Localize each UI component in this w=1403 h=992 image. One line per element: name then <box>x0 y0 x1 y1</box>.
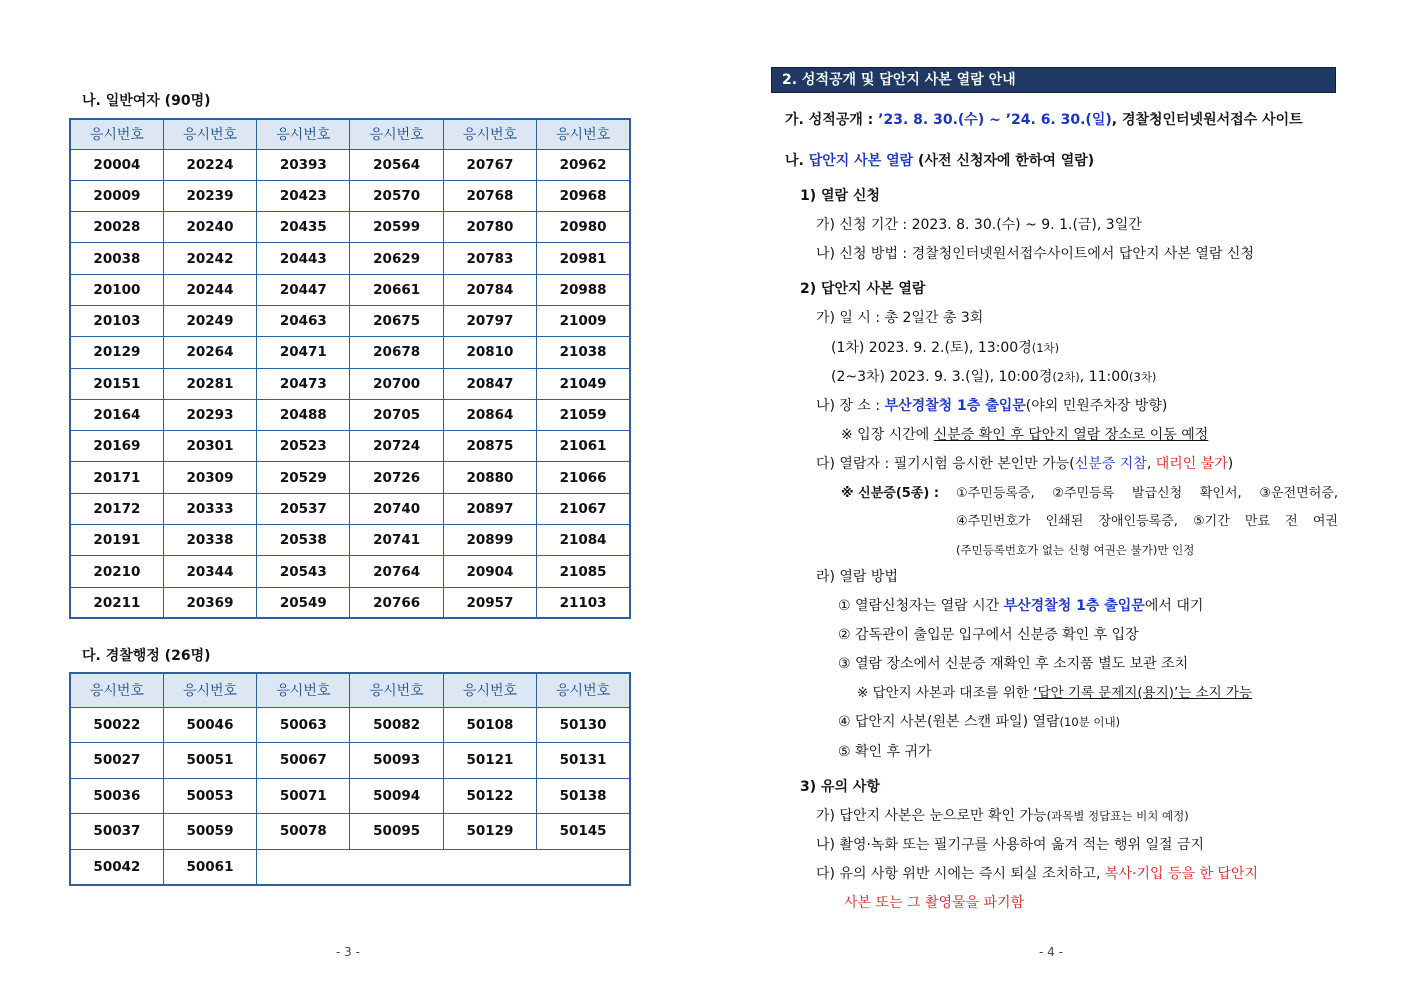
exam-number-cell: 50138 <box>537 778 630 814</box>
exam-number-cell: 20393 <box>257 149 350 180</box>
table-row <box>70 337 630 368</box>
table-row <box>70 212 630 243</box>
exam-number-cell: 50108 <box>443 707 536 743</box>
exam-number-cell: 50037 <box>70 814 163 850</box>
exam-number-cell: 20661 <box>350 274 443 305</box>
table-row <box>70 778 630 814</box>
exam-number-cell: 21085 <box>537 556 630 587</box>
table-row <box>70 814 630 850</box>
id-type-word: ②주민등록 <box>1052 486 1115 501</box>
method-step-3: ③ 열람 장소에서 신분증 재확인 후 소지품 별도 보관 조치 <box>838 656 1189 672</box>
id-type-word: ⑤기간 <box>1193 514 1230 529</box>
id-types-list-1 <box>956 484 1338 504</box>
exam-number-cell: 20488 <box>257 399 350 430</box>
exam-number-cell: 20103 <box>70 305 163 336</box>
exam-number-cell: 20810 <box>443 337 536 368</box>
table-row <box>70 274 630 305</box>
exam-number-cell: 20529 <box>257 462 350 493</box>
exam-number-cell: 20543 <box>257 556 350 587</box>
empty-cell <box>537 849 630 885</box>
answer-sheet-view-line: 나. 답안지 사본 열람 (사전 신청자에 한하여 열람) <box>785 153 1095 169</box>
exam-number-cell: 21103 <box>537 587 630 618</box>
exam-number-cell: 20164 <box>70 399 163 430</box>
exam-number-cell: 50093 <box>350 743 443 779</box>
exam-number-cell: 20309 <box>163 462 256 493</box>
exam-number-cell: 50130 <box>537 707 630 743</box>
column-header: 응시번호 <box>350 673 443 707</box>
column-header: 응시번호 <box>70 119 163 149</box>
section-title-bar: 2. 성적공개 및 답안지 사본 열람 안내 <box>771 67 1336 93</box>
id-types-list-2 <box>956 512 1338 532</box>
table-row <box>70 493 630 524</box>
exam-number-cell: 21061 <box>537 431 630 462</box>
exam-number-cell: 20957 <box>443 587 536 618</box>
round-1-time: (1차) 2023. 9. 2.(토), 13:00경(1차) <box>831 340 1060 356</box>
column-header: 응시번호 <box>537 119 630 149</box>
id-type-word: 만료 <box>1244 514 1271 529</box>
exam-number-cell: 20443 <box>257 243 350 274</box>
id-type-word: 확인서, <box>1199 486 1242 501</box>
exam-number-cell: 20981 <box>537 243 630 274</box>
column-header: 응시번호 <box>163 119 256 149</box>
exam-number-cell: 20210 <box>70 556 163 587</box>
table-row <box>70 587 630 618</box>
exam-number-cell: 20169 <box>70 431 163 462</box>
column-header: 응시번호 <box>163 673 256 707</box>
exam-number-cell: 20244 <box>163 274 256 305</box>
table-row <box>70 399 630 430</box>
column-header: 응시번호 <box>257 673 350 707</box>
exam-number-cell: 20301 <box>163 431 256 462</box>
exam-number-cell: 20784 <box>443 274 536 305</box>
subsection-view-title: 2) 답안지 사본 열람 <box>800 281 926 297</box>
exam-number-cell: 20004 <box>70 149 163 180</box>
exam-number-cell: 20766 <box>350 587 443 618</box>
exam-number-cell: 50131 <box>537 743 630 779</box>
exam-number-cell: 50078 <box>257 814 350 850</box>
subsection-apply-title: 1) 열람 신청 <box>800 188 880 204</box>
id-types-note: (주민등록번호가 없는 신형 여권은 불가)만 인정 <box>956 543 1195 557</box>
column-header: 응시번호 <box>443 119 536 149</box>
id-type-word: 전 <box>1285 514 1298 529</box>
exam-number-cell: 20239 <box>163 180 256 211</box>
exam-number-cell: 20899 <box>443 525 536 556</box>
score-release-line: 가. 성적공개 : ’23. 8. 30.(수) ~ ’24. 6. 30.(일), 경찰청인터넷원서접수 사이트 <box>785 112 1303 128</box>
round-2-3-time: (2~3차) 2023. 9. 3.(일), 10:00경(2차), 11:00(3차) <box>831 369 1157 385</box>
apply-period: 가) 신청 기간 : 2023. 8. 30.(수) ~ 9. 1.(금), 3일간 <box>816 217 1142 233</box>
table-row <box>70 743 630 779</box>
exam-number-cell: 20864 <box>443 399 536 430</box>
exam-number-cell: 20264 <box>163 337 256 368</box>
exam-number-cell: 20538 <box>257 525 350 556</box>
exam-number-cell: 20333 <box>163 493 256 524</box>
exam-number-cell: 20705 <box>350 399 443 430</box>
exam-number-cell: 50094 <box>350 778 443 814</box>
exam-number-cell: 20293 <box>163 399 256 430</box>
exam-number-cell: 21009 <box>537 305 630 336</box>
exam-number-cell: 21067 <box>537 493 630 524</box>
caution-2: 나) 촬영·녹화 또는 필기구를 사용하여 옮겨 적는 행위 일절 금지 <box>816 837 1205 853</box>
id-type-word: ③운전면허증, <box>1259 486 1338 501</box>
exam-number-cell: 20768 <box>443 180 536 211</box>
exam-number-cell: 20129 <box>70 337 163 368</box>
exam-number-cell: 20797 <box>443 305 536 336</box>
table-row <box>70 556 630 587</box>
exam-number-cell: 20281 <box>163 368 256 399</box>
exam-number-cell: 20038 <box>70 243 163 274</box>
caution-3-continued: 사본 또는 그 촬영물을 파기함 <box>844 895 1025 911</box>
exam-number-cell: 20447 <box>257 274 350 305</box>
id-type-word: ①주민등록증, <box>956 486 1035 501</box>
viewer-eligibility: 다) 열람자 : 필기시험 응시한 본인만 가능(신분증 지참, 대리인 불가) <box>816 456 1234 472</box>
exam-number-cell: 50071 <box>257 778 350 814</box>
view-place-highlight: 부산경찰청 1층 출입문 <box>884 398 1026 414</box>
column-header: 응시번호 <box>537 673 630 707</box>
table-row <box>70 305 630 336</box>
exam-number-cell: 20678 <box>350 337 443 368</box>
table-row <box>70 149 630 180</box>
column-header: 응시번호 <box>257 119 350 149</box>
exam-number-cell: 20249 <box>163 305 256 336</box>
exam-number-cell: 50095 <box>350 814 443 850</box>
exam-number-cell: 20549 <box>257 587 350 618</box>
exam-number-cell: 20980 <box>537 212 630 243</box>
exam-number-cell: 20968 <box>537 180 630 211</box>
method-step-1: ① 열람신청자는 열람 시간 부산경찰청 1층 출입문에서 대기 <box>838 598 1204 614</box>
exam-number-cell: 20473 <box>257 368 350 399</box>
view-place: 나) 장 소 : 부산경찰청 1층 출입문(야외 민원주차장 방향) <box>816 398 1168 414</box>
id-type-word: 장애인등록증, <box>1098 514 1178 529</box>
id-type-word: ④주민번호가 <box>956 514 1031 529</box>
exam-number-cell: 20764 <box>350 556 443 587</box>
exam-number-cell: 20523 <box>257 431 350 462</box>
page-number-right: - 4 - <box>1039 945 1063 959</box>
table-row <box>70 707 630 743</box>
exam-number-cell: 50061 <box>163 849 256 885</box>
exam-number-cell: 21049 <box>537 368 630 399</box>
exam-number-cell: 20211 <box>70 587 163 618</box>
id-type-word: 여권 <box>1312 514 1338 529</box>
exam-number-cell: 50022 <box>70 707 163 743</box>
table-row <box>70 849 630 885</box>
exam-number-cell: 21066 <box>537 462 630 493</box>
view-datetime: 가) 일 시 : 총 2일간 총 3회 <box>816 310 984 326</box>
id-types-line-1: ※ 신분증(5종) : <box>841 486 940 501</box>
exam-number-cell: 50067 <box>257 743 350 779</box>
method-step-3-note: ※ 답안지 사본과 대조를 위한 ‘답안 기록 문제지(용지)’는 소지 가능 <box>857 685 1253 701</box>
column-header: 응시번호 <box>443 673 536 707</box>
method-step-5: ⑤ 확인 후 귀가 <box>838 744 932 760</box>
exam-number-cell: 50129 <box>443 814 536 850</box>
exam-number-cell: 20338 <box>163 525 256 556</box>
exam-number-cell: 50059 <box>163 814 256 850</box>
exam-number-cell: 20599 <box>350 212 443 243</box>
exam-number-cell: 20344 <box>163 556 256 587</box>
exam-number-cell: 20988 <box>537 274 630 305</box>
exam-number-cell: 20741 <box>350 525 443 556</box>
exam-number-cell: 21084 <box>537 525 630 556</box>
exam-number-cell: 20875 <box>443 431 536 462</box>
exam-number-cell: 50121 <box>443 743 536 779</box>
caution-3: 다) 유의 사항 위반 시에는 즉시 퇴실 조치하고, 복사·기입 등을 한 답안지 <box>816 866 1258 882</box>
exam-number-cell: 20570 <box>350 180 443 211</box>
exam-number-cell: 20224 <box>163 149 256 180</box>
empty-cell <box>443 849 536 885</box>
view-method-title: 라) 열람 방법 <box>816 569 898 585</box>
exam-number-cell: 21059 <box>537 399 630 430</box>
exam-number-cell: 20675 <box>350 305 443 336</box>
score-release-period: ’23. 8. 30.(수) ~ ’24. 6. 30.(일) <box>878 112 1112 128</box>
admin-exam-number-table <box>69 672 631 886</box>
exam-number-cell: 20463 <box>257 305 350 336</box>
table-row <box>70 243 630 274</box>
exam-number-cell: 50046 <box>163 707 256 743</box>
exam-number-cell: 20242 <box>163 243 256 274</box>
exam-number-cell: 20780 <box>443 212 536 243</box>
exam-number-cell: 20904 <box>443 556 536 587</box>
entry-note: ※ 입장 시간에 신분증 확인 후 답안지 열람 장소로 이동 예정 <box>841 427 1209 443</box>
exam-number-cell: 20962 <box>537 149 630 180</box>
exam-number-cell: 50063 <box>257 707 350 743</box>
exam-number-cell: 20471 <box>257 337 350 368</box>
table-row <box>70 462 630 493</box>
exam-number-cell: 20435 <box>257 212 350 243</box>
exam-number-cell: 21038 <box>537 337 630 368</box>
empty-cell <box>257 849 350 885</box>
exam-number-cell: 20847 <box>443 368 536 399</box>
method-step-2: ② 감독관이 출입문 입구에서 신분증 확인 후 입장 <box>838 627 1139 643</box>
women-section-title: 나. 일반여자 (90명) <box>82 93 211 109</box>
exam-number-cell: 20629 <box>350 243 443 274</box>
exam-number-cell: 20537 <box>257 493 350 524</box>
exam-number-cell: 50082 <box>350 707 443 743</box>
empty-cell <box>350 849 443 885</box>
caution-1: 가) 답안지 사본은 눈으로만 확인 가능(과목별 정답표는 비치 예정) <box>816 808 1189 824</box>
exam-number-cell: 20897 <box>443 493 536 524</box>
exam-number-cell: 20151 <box>70 368 163 399</box>
table-row <box>70 431 630 462</box>
exam-number-cell: 50122 <box>443 778 536 814</box>
method-step-4: ④ 답안지 사본(원본 스캔 파일) 열람(10분 이내) <box>838 714 1121 730</box>
exam-number-cell: 20100 <box>70 274 163 305</box>
exam-number-cell: 20028 <box>70 212 163 243</box>
column-header: 응시번호 <box>70 673 163 707</box>
exam-number-cell: 20423 <box>257 180 350 211</box>
exam-number-cell: 20564 <box>350 149 443 180</box>
admin-section-title: 다. 경찰행정 (26명) <box>82 648 211 664</box>
exam-number-cell: 50042 <box>70 849 163 885</box>
page-number-left: - 3 - <box>336 945 360 959</box>
exam-number-cell: 20726 <box>350 462 443 493</box>
table-row <box>70 525 630 556</box>
exam-number-cell: 20767 <box>443 149 536 180</box>
exam-number-cell: 20172 <box>70 493 163 524</box>
table-row <box>70 180 630 211</box>
subsection-caution-title: 3) 유의 사항 <box>800 779 880 795</box>
exam-number-cell: 20009 <box>70 180 163 211</box>
table-row <box>70 368 630 399</box>
apply-method: 나) 신청 방법 : 경찰청인터넷원서접수사이트에서 답안지 사본 열람 신청 <box>816 246 1254 262</box>
exam-number-cell: 50145 <box>537 814 630 850</box>
exam-number-cell: 50051 <box>163 743 256 779</box>
id-type-word: 인쇄된 <box>1045 514 1084 529</box>
exam-number-cell: 20783 <box>443 243 536 274</box>
exam-number-cell: 50053 <box>163 778 256 814</box>
women-exam-number-table <box>69 118 631 619</box>
exam-number-cell: 20171 <box>70 462 163 493</box>
exam-number-cell: 20240 <box>163 212 256 243</box>
exam-number-cell: 50027 <box>70 743 163 779</box>
column-header: 응시번호 <box>350 119 443 149</box>
answer-sheet-view-highlight: 답안지 사본 열람 <box>808 153 914 169</box>
exam-number-cell: 50036 <box>70 778 163 814</box>
exam-number-cell: 20369 <box>163 587 256 618</box>
exam-number-cell: 20191 <box>70 525 163 556</box>
exam-number-cell: 20700 <box>350 368 443 399</box>
exam-number-cell: 20724 <box>350 431 443 462</box>
id-type-word: 발급신청 <box>1131 486 1183 501</box>
exam-number-cell: 20740 <box>350 493 443 524</box>
exam-number-cell: 20880 <box>443 462 536 493</box>
